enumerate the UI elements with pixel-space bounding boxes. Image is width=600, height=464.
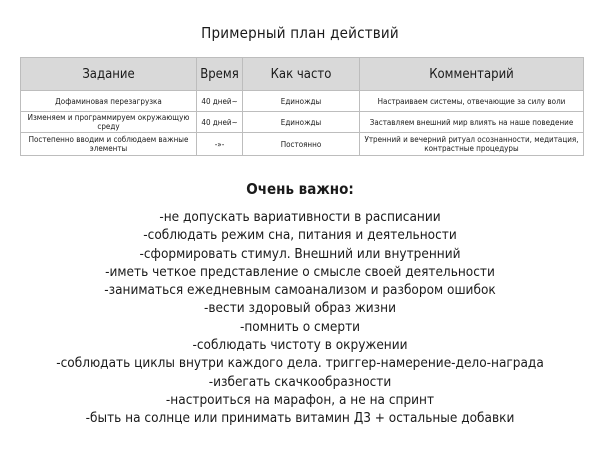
list-item: -избегать скачкообразности xyxy=(208,373,392,390)
page-title: Примерный план действий xyxy=(201,24,399,42)
task-cell: Изменяем и программируем окружающую среду xyxy=(21,112,197,133)
list-item: -сформировать стимул. Внешний или внутренний xyxy=(139,245,461,262)
list-item: -соблюдать режим сна, питания и деятельности xyxy=(143,227,457,244)
list-item: -заниматься ежедневным самоанализом и разбором ошибок xyxy=(104,282,496,299)
comment-cell: Заставляем внешний мир влиять на наше поведение xyxy=(360,112,584,133)
list-item: -помнить о смерти xyxy=(239,318,361,335)
frequency-cell: Постоянно xyxy=(243,133,360,156)
header-task: Задание xyxy=(21,58,197,91)
action-plan-table xyxy=(20,57,584,156)
list-item: -настроиться на марафон, а не на спринт xyxy=(165,391,435,408)
table-row xyxy=(21,91,584,112)
time-cell: 40 дней~ xyxy=(197,91,243,112)
list-item: -соблюдать циклы внутри каждого дела. триггер-намерение-дело-награда xyxy=(56,355,544,372)
time-cell: 40 дней~ xyxy=(197,112,243,133)
header-time: Время xyxy=(197,58,243,91)
table-header-row xyxy=(21,58,584,91)
list-item: -вести здоровый образ жизни xyxy=(204,300,396,317)
table-row xyxy=(21,112,584,133)
table-row xyxy=(21,133,584,156)
important-heading: Очень важно: xyxy=(246,180,354,198)
task-cell: Постепенно вводим и соблюдаем важные элементы xyxy=(21,133,197,156)
header-comment: Комментарий xyxy=(360,58,584,91)
list-item: -не допускать вариативности в расписании xyxy=(159,209,441,225)
comment-cell: Утренний и вечерний ритуал осознанности, медитация, контрастные процедуры xyxy=(360,133,584,156)
comment-cell: Настраиваем системы, отвечающие за силу воли xyxy=(360,91,584,112)
time-cell: -»- xyxy=(197,133,243,156)
important-list xyxy=(0,208,600,428)
list-item: -быть на солнце или принимать витамин Д3 + остальные добавки xyxy=(85,410,515,427)
task-cell: Дофаминовая перезагрузка xyxy=(21,91,197,112)
frequency-cell: Единожды xyxy=(243,112,360,133)
frequency-cell: Единожды xyxy=(243,91,360,112)
list-item: -соблюдать чистоту в окружении xyxy=(192,337,408,354)
list-item: -иметь четкое представление о смысле своей деятельности xyxy=(105,263,495,280)
header-frequency: Как часто xyxy=(243,58,360,91)
